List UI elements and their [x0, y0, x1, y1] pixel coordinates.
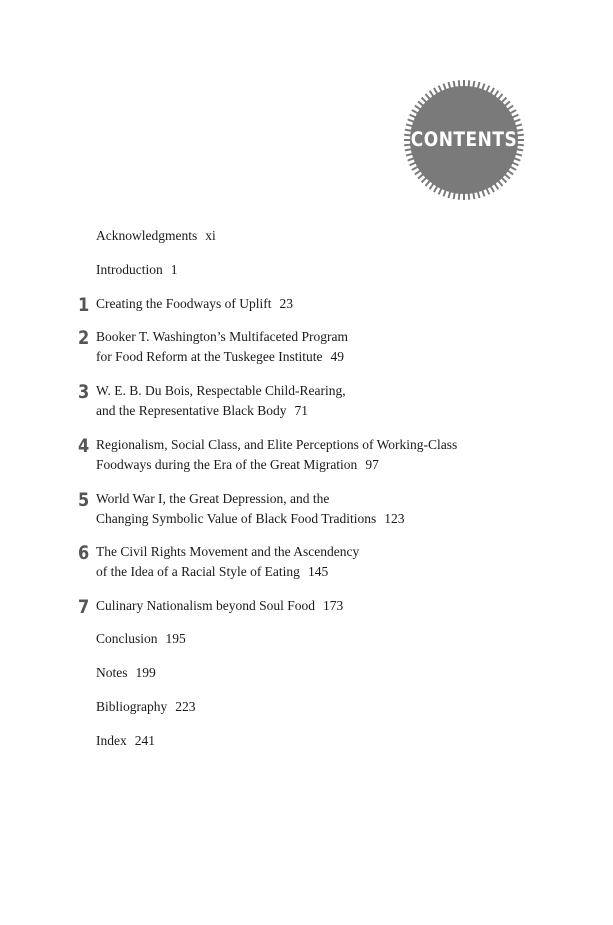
toc-entry-page: 223: [175, 699, 196, 714]
toc-entry-title: Conclusion: [96, 631, 158, 646]
chapter-number: 7: [78, 596, 90, 618]
toc-entry[interactable]: [96, 697, 196, 717]
contents-badge: [404, 80, 524, 200]
toc-entry-title-line: [96, 347, 348, 367]
toc-entry-title: W. E. B. Du Bois, Respectable Child-Rearing,: [96, 383, 346, 398]
toc-entry-page: 145: [307, 564, 329, 579]
toc-entry-page: 23: [279, 296, 293, 311]
toc-entry-title-line: [96, 455, 457, 475]
chapter-number: 2: [78, 327, 90, 349]
toc-entry-title-line: [96, 381, 346, 401]
toc-entry[interactable]: [96, 327, 348, 367]
toc-entry[interactable]: [96, 226, 216, 246]
toc-entry-title: Creating the Foodways of Uplift: [96, 296, 272, 311]
toc-entry-title: Foodways during the Era of the Great Migration: [96, 457, 358, 472]
toc-entry-title: Introduction: [96, 262, 163, 277]
toc-entry[interactable]: [96, 294, 293, 314]
toc-entry-title-line: [96, 489, 405, 509]
toc-entry-title: Notes: [96, 665, 128, 680]
toc-entry-title-line: [96, 327, 348, 347]
toc-entry-page: 173: [323, 598, 344, 613]
toc-entry-title: of the Idea of a Racial Style of Eating: [96, 564, 300, 579]
toc-entry-page: 123: [384, 511, 405, 526]
toc-entry-title: Booker T. Washington’s Multifaceted Program: [96, 329, 348, 344]
toc-entry-title-line: [96, 596, 343, 616]
toc-entry-title: The Civil Rights Movement and the Ascendency: [96, 544, 360, 559]
toc-entry[interactable]: [96, 381, 346, 421]
toc-entry-title-line: [96, 401, 346, 421]
toc-entry[interactable]: [96, 489, 405, 529]
toc-entry-title: World War I, the Great Depression, and the: [96, 491, 330, 506]
toc-entry-page: 199: [135, 665, 156, 680]
toc-entry-title-line: [96, 260, 178, 280]
toc-entry-title-line: [96, 562, 359, 582]
toc-entry[interactable]: [96, 731, 155, 751]
toc-entry-page: 97: [365, 457, 379, 472]
toc-entry-page: 241: [134, 733, 155, 748]
toc-entry-title: Acknowledgments: [96, 228, 198, 243]
toc-entry-page: 71: [294, 403, 308, 418]
toc-entry-title-line: [96, 294, 293, 314]
toc-entry-page: 49: [330, 349, 344, 364]
chapter-number: 1: [78, 294, 90, 316]
toc-entry-title-line: [96, 542, 359, 562]
chapter-number: 5: [78, 489, 90, 511]
toc-entry[interactable]: [96, 596, 343, 616]
toc-entry-page: 1: [170, 262, 178, 277]
toc-entry-title-line: [96, 226, 216, 246]
toc-entry-page: 195: [165, 631, 186, 646]
toc-entry-title: Changing Symbolic Value of Black Food Traditions: [96, 511, 377, 526]
toc-entry[interactable]: [96, 629, 186, 649]
toc-entry-title: Index: [96, 733, 127, 748]
chapter-number: 4: [78, 435, 90, 457]
toc-entry-title-line: [96, 509, 405, 529]
toc-entry[interactable]: [96, 260, 178, 280]
toc-entry-title: for Food Reform at the Tuskegee Institute: [96, 349, 323, 364]
chapter-number: 3: [78, 381, 90, 403]
toc-entry[interactable]: [96, 663, 156, 683]
toc-entry[interactable]: [96, 542, 359, 582]
toc-entry-title: Culinary Nationalism beyond Soul Food: [96, 598, 315, 613]
toc-entry-title-line: [96, 697, 196, 717]
toc-entry-title-line: [96, 435, 457, 455]
toc-entry-title-line: [96, 629, 186, 649]
toc-entry-title: Bibliography: [96, 699, 168, 714]
toc-entry-title-line: [96, 731, 155, 751]
toc-entry[interactable]: [96, 435, 457, 475]
toc-entry-title: Regionalism, Social Class, and Elite Perceptions of Working-Class: [96, 437, 458, 452]
chapter-number: 6: [78, 542, 90, 564]
toc-entry-title: and the Representative Black Body: [96, 403, 287, 418]
toc-entry-page: xi: [205, 228, 216, 243]
contents-title: CONTENTS: [410, 128, 518, 152]
toc-entry-title-line: [96, 663, 156, 683]
